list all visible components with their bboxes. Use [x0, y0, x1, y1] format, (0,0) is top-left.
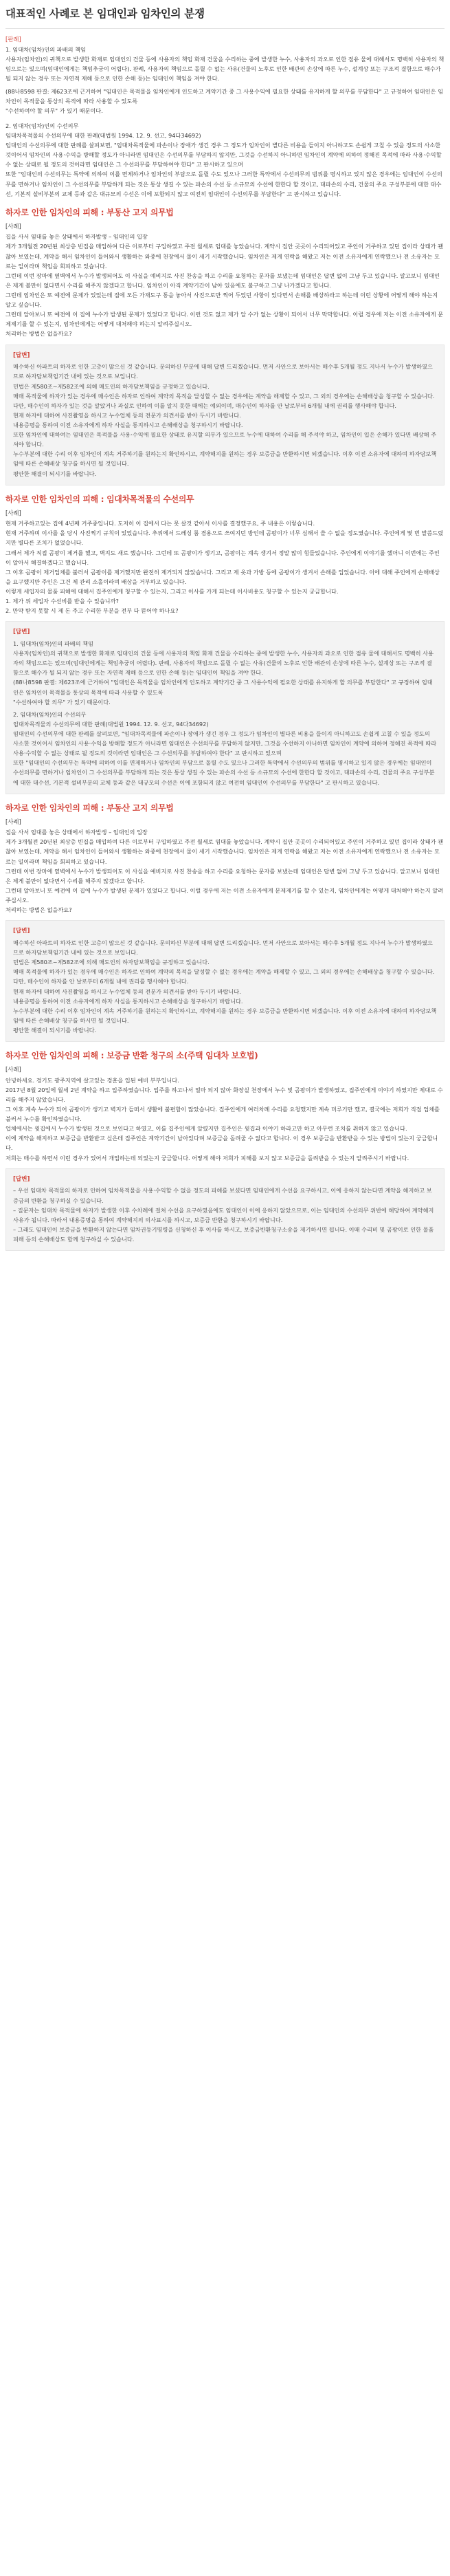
intro-label: [판례]	[5, 35, 21, 43]
answer-paragraph: 1. 임대차(임차)인의 파배의 책임	[13, 640, 93, 648]
case-paragraph: 그 이후 계속 누수가 되어 곰팡이가 생기고 벽지가 들떠서 생활에 불편함이 많았습니다. 집주인에게 여러차례 수리를 요청했지만 계속 미루기만 했고, 결국에는 저희가 직접 업체를 불러서 누수를 확인하였습니다.	[5, 1105, 440, 1123]
answer-paragraph: "수선하여야 할 의무" 가 있기 때문이다.	[13, 698, 111, 706]
answer-paragraph: 사용자(임차인)의 귀책으로 발생한 화재로 임대인의 건물 등에 사용자의 책임 화재 건물을 수리하는 중에 발생한 누수, 사용자의 과오로 인한 점유 물에 대해서도 명백히 사용자의 책임으로는 있으며(임대인에게는 책임추궁이 어렵다). 판례, 사용자의 책임으로 돌릴 수 없는 사유(건물의 노후로 인한 배관의 손상에 따른 누수, 설계상 또는 구조적 결함으로 해수가 될 되지 않는 경우 또는 자연적 재해 등으로 인한 손해 등)는 임대인이 책임을 져야 한다.	[13, 650, 434, 677]
answer-label: [답변]	[13, 928, 30, 935]
intro-paragraph: (88나8598 판결: 제623조에 근거하여 "임대인은 목적물을 임차인에게 인도하고 계약기간 중 그 사용수익에 필요한 상태를 유지하게 할 의무를 부담한다" 고 규정하여 임대인은 임차인이 목적물을 통상의 목적에 따라 사용할 수 있도록	[5, 87, 444, 105]
case-paragraph: 이에 계약을 해지하고 보증금을 반환받고 싶은데 집주인은 계약기간이 남아있다며 보증금을 돌려줄 수 없다고 합니다. 이 경우 보증금을 반환받을 수 있는 방법이 있는지 궁금합니다.	[5, 1135, 438, 1152]
intro-paragraph: "수선하여야 할 의무" 가 있기 때문이다.	[5, 107, 103, 114]
case-paragraph: 이렇게 세입자의 물품 피해에 대해서 집주인에게 청구할 수 있는지, 그리고 이사를 가게 되는데 이사비용도 청구할 수 있는지 궁금합니다.	[5, 587, 339, 595]
answer-paragraph: 현재 하자에 대하여 사진촬영을 하시고 누수업체 등의 전문가 의견서를 받아 두시기 바랍니다.	[13, 411, 241, 419]
case-paragraph: 2017년 8월 20일에 월세 2년 계약을 하고 입주하였습니다. 입주를 하고나서 얼마 되지 않아 화장실 천장에서 누수 및 곰팡이가 발생하였고, 집주인에게 이야기 하였지만 제대로 수리를 해주지 않았습니다.	[5, 1086, 443, 1103]
case-paragraph: 현재 거주하며 이사를 올 당시 사진찍기 규칙이 있었습니다. 추위에서 드레싱 룸 겸용으로 쓰여지던 방인데 곰팡이가 너무 심해서 쓸 수 없을 정도였습니다. 주인에게 몇 번 말씀드렸지만 별다른 조치가 없었습니다.	[5, 530, 444, 547]
answer-paragraph: 매매 목적물에 하자가 있는 경우에 매수인은 하자로 인하여 계약의 목적을 달성할 수 없는 경우에는 계약을 해제할 수 있고, 그 외의 경우에는 손해배상을 청구할 수 있습니다. 다만, 매수인이 하자가 있는 것을 알았거나 과실로 인하여 이를 알지 못한 때에는 예외이며, 매수인이 하자를 안 날로부터 6개월 내에 권리를 행사해야 합니다.	[13, 392, 435, 409]
section-4	[5, 1050, 445, 1251]
section-title: 하자로 인한 임차인의 피해 : 부동산 고지 의무법	[5, 803, 174, 813]
page-title	[5, 7, 445, 29]
case-sublabel: 집을 사서 임대를 놓은 상태에서 하자발생 – 임대인의 입장	[5, 829, 148, 836]
case-paragraph: 업체에서는 윗집에서 누수가 발생된 것으로 보인다고 하였고, 이를 집주인에게 알렸지만 집주인은 윗집과 이야기 하라고만 하고 아무런 조치를 취하지 않고 있습니다.	[5, 1125, 407, 1133]
answer-label: [답변]	[13, 1175, 30, 1183]
answer-paragraph: 매매 목적물에 하자가 있는 경우에 매수인은 하자로 인하여 계약의 목적을 달성할 수 없는 경우에는 계약을 해제할 수 있고, 그 외의 경우에는 손해배상을 청구할 수 있습니다. 다만, 매수인이 하자를 안 날로부터 6개월 내에 권리를 행사해야 합니다.	[13, 968, 435, 985]
answer-paragraph: – 그래도 임대인이 보증금을 반환하지 않는다면 임차권등기명령을 신청하신 후 이사를 하시고, 보증금반환청구소송을 제기하시면 됩니다. 이때 수리비 및 곰팡이로 인한 물품 피해 등의 손해배상도 함께 청구하실 수 있습니다.	[13, 1225, 434, 1243]
intro-heading-1: 1. 임대차(임차)인의 파배의 책임	[5, 46, 86, 54]
article	[0, 0, 450, 1267]
answer-paragraph: 현재 하자에 대하여 사진촬영을 하시고 누수업체 등의 전문가 의견서를 받아 두시기 바랍니다.	[13, 987, 241, 995]
page-title-bold: 임대인과 임차인의 분쟁	[96, 8, 205, 20]
page-title-prefix: 대표적인 사례로 본	[5, 8, 97, 20]
answer-paragraph: 또한 "임대인의 수선의무는 특약에 의하여 이를 면제하거나 임차인의 부담으로 돌릴 수도 있으나 그러한 특약에서 수선의무의 범위를 명시하고 있지 않은 경우에는 임대인이 수선의무를 면하거나 임차인이 그 수선의무를 부담하게 되는 것은 통상 생길 수 있는 파손의 수선 등 소규모의 수선에 한한다 할 것이고, 대파손의 수리, 건물의 주요 구성부분에 대한 대수선, 기본적 설비부분의 교체 등과 같은 대규모의 수선은 이에 포함되지 않고 여전히 임대인이 수선의무를 부담한다" 고 판시하고 있습니다.	[13, 759, 435, 786]
answer-paragraph: 내용증명을 통하여 이전 소유자에게 하자 사실을 통지하시고 손해배상을 청구하시기 바랍니다.	[13, 421, 243, 428]
section-title: 하자로 인한 임차인의 피해 : 부동산 고지 의무법	[5, 207, 174, 217]
case-paragraph: 제가 3개월전 20년된 최상층 빈집을 매입하여 다른 이로부터 구입하였고 주전 월세로 임대를 놓았습니다. 계약시 집안 곳곳이 수리되어있고 주인이 거주하고 있던 집이라 상태가 괜찮아 보였는데, 계약을 해서 임차인이 들어와서 생활하는 와중에 천장에서 물이 새기 시작했습니다. 임차인은 제게 연락을 해왔고 저는 이전 소유자에게 연락했으나 전 소유자는 모르는 일이라며 책임을 회피하고 있습니다.	[5, 243, 444, 270]
section-3	[5, 803, 445, 1042]
case-label: [사례]	[5, 509, 21, 516]
case-paragraph: 그런데 알아보니 또 예전에 이 집에 누수가 발생된 문제가 있었다고 합니다. 이런 것도 없고 제가 알 수가 없는 상황이 되어서 너무 막막합니다. 이럴 경우에 저는 이전 소유자에게 문제제기를 할 수 있는지, 임차인에게는 어떻게 대처해야 하는지 알려주십시오.	[5, 311, 444, 328]
answer-paragraph: 평안한 해결이 되시기를 바랍니다.	[13, 470, 97, 477]
answer-paragraph: 임대인의 수선의무에 대한 판례를 살펴보면, "임대차목적물에 파손이나 장애가 생긴 경우 그 정도가 임차인이 별다른 비용을 들이지 아니하고도 손쉽게 고칠 수 있을 정도의 사소한 것이어서 임차인의 사용·수익을 방해할 정도가 아니라면 임대인은 수선의무를 부담하지 않지만, 그것을 수선하지 아니하면 임차인이 계약에 의하여 정해진 목적에 따라 사용·수익할 수 없는 상태로 될 정도의 것이라면 임대인은 그 수선의무를 부담하여야 한다" 고 판시하고 있으며	[13, 730, 437, 757]
answer-paragraph: 누수부분에 대한 수리 이후 임차인이 계속 거주하기를 원하는지 확인하시고, 계약해지를 원하는 경우 보증금을 반환하시면 되겠습니다. 이후 이전 소유자에 대하여 하자담보책임에 따른 손해배상 청구를 하시면 될 것입니다.	[13, 450, 437, 468]
case-paragraph: 그런데 이번 장마에 옆벽에서 누수가 발생되어도 이 사실을 예비지로 사진 찬송을 하고 수리를 요청하는 문자를 보냈는데 임대인은 답변 없이 그냥 두고 있습니다. 알고보니 임대인은 제게 불만이 없다면서 수리를 해주지 않겠다고 합니다.	[5, 867, 440, 884]
answer-paragraph: 매수하신 아파트의 하자로 인한 고층이 많으신 것 같습니다. 문의하신 부분에 대해 답변 드리겠습니다. 먼저 사안으로 보아서는 매수후 5개월 정도 지나서 누수가 발생하였으므로 하자담보책임기간 내에 있는 것으로 보입니다.	[13, 939, 433, 957]
section-1	[5, 207, 445, 485]
answer-paragraph: 내용증명을 통하여 이전 소유자에게 하자 사실을 통지하시고 손해배상을 청구하시기 바랍니다.	[13, 997, 243, 1005]
case-question: 2. 만약 받지 못할 시 제 돈 주고 수리한 부분을 전부 다 뜯어야 하나요?	[5, 607, 179, 615]
case-label: [사례]	[5, 222, 21, 230]
answer-label: [답변]	[13, 351, 30, 359]
case-paragraph: 안녕하세요. 경기도 광주지역에 살고있는 경훈을 입된 예비 부부입니다.	[5, 1076, 179, 1084]
case-paragraph: 그런데 임차인은 또 예전에 문제가 있었는데 집에 모든 가재도구 통을 놓아서 사진으로만 찍어 두었던 사항이 있다면서 손해를 배상하라고 하는데 이런 상황에 어떻게 해야 하는지 알고 싶습니다.	[5, 291, 438, 309]
case-question: 처리하는 방법은 없을까요?	[5, 906, 72, 914]
answer-box	[5, 621, 445, 794]
case-question: 처리하는 방법은 없을까요?	[5, 330, 72, 338]
case-paragraph: 제가 3개월전 20년된 최상층 빈집을 매입하여 다른 이로부터 구입하였고 주전 월세로 임대를 놓았습니다. 계약시 집안 곳곳이 수리되어있고 주인이 거주하고 있던 집이라 상태가 괜찮아 보였는데, 계약을 해서 임차인이 들어와서 생활하는 와중에 천장에서 물이 새기 시작했습니다. 임차인은 제게 연락을 해왔고 저는 이전 소유자에게 연락했으나 전 소유자는 모르는 일이라며 책임을 회피하고 있습니다.	[5, 838, 444, 865]
section-title: 하자로 인한 임차인의 피해 : 임대차목적물의 수선의무	[5, 494, 194, 504]
case-paragraph: 현재 거주하고있는 집에 4년째 거주중입니다. 도저히 이 집에서 다는 못 살것 같아서 이사를 결정했구요, 주 내용은 이렇습니다.	[5, 520, 315, 527]
answer-paragraph: 민법은 제580조~제582조에 의해 매도인의 하자담보책임을 규정하고 있습니다.	[13, 382, 210, 390]
case-paragraph: 그런데 이번 장마에 옆벽에서 누수가 발생되어도 이 사실을 예비지로 사진 찬송을 하고 수리를 요청하는 문자를 보냈는데 임대인은 답변 없이 그냥 두고 있습니다. 알고보니 임대인은 제게 불만이 없다면서 수리를 해주지 않겠다고 합니다. 임차인이 아직 계약기간이 남아 있음에도 불구하고 그냥 나가겠다고 합니다.	[5, 272, 440, 289]
case-paragraph: 그런데 알아보니 또 예전에 이 집에 누수가 발생된 문제가 있었다고 합니다. 이럴 경우에 저는 이전 소유자에게 문제제기를 할 수 있는지, 임차인에게는 어떻게 대처해야 하는지 알려주십시오.	[5, 886, 444, 904]
case-paragraph: 그래서 제가 직접 곰팡이 제거를 했고, 벽지도 새로 했습니다. 그런데 또 곰팡이가 생기고, 곰팡이는 계속 생겨서 정말 많이 힘들었습니다. 주인에게 이야기를 했더니 이번에는 주인이 알아서 해결하겠다고 했습니다.	[5, 549, 440, 566]
case-question: 1. 제가 위 세입자 수선비를 받을 수 있습니까?	[5, 598, 119, 605]
case-label: [사례]	[5, 1066, 21, 1073]
answer-paragraph: – 질문자는 임대차 목적물에 하자가 발생한 이후 수차례에 걸쳐 수선을 요구하였음에도 임대인이 이에 응하지 않았으므로, 이는 임대인의 수선의무 위반에 해당하여 계약해지 사유가 됩니다. 따라서 내용증명을 통하여 계약해지의 의사표시를 하시고, 보증금 반환을 청구하시기 바랍니다.	[13, 1206, 434, 1223]
answer-paragraph: 2. 임대차(임차)인의 수선의무	[13, 710, 87, 718]
answer-box	[5, 1168, 445, 1251]
intro-paragraph: 임대차목적물의 수선의무에 대한 판례(대법원 1994. 12. 9. 선고, 94다34692)	[5, 132, 201, 140]
answer-paragraph: 매수하신 아파트의 하자로 인한 고층이 많으신 것 같습니다. 문의하신 부분에 대해 답변 드리겠습니다. 먼저 사안으로 보아서는 매수후 5개월 정도 지나서 누수가 발생하였으므로 하자담보책임기간 내에 있는 것으로 보입니다.	[13, 363, 433, 380]
answer-paragraph: 민법은 제580조~제582조에 의해 매도인의 하자담보책임을 규정하고 있습니다.	[13, 959, 210, 966]
case-sublabel: 집을 사서 임대를 놓은 상태에서 하자발생 – 임대인의 입장	[5, 233, 148, 241]
answer-box	[5, 920, 445, 1042]
case-label: [사례]	[5, 818, 21, 825]
answer-paragraph: – 우선 임대차 목적물의 하자로 인하여 임차목적물을 사용·수익할 수 없을 정도의 피해를 보셨다면 임대인에게 수선을 요구하시고, 이에 응하지 않는다면 계약을 해지하고 보증금의 반환을 청구하실 수 있습니다.	[13, 1187, 432, 1204]
intro-paragraph: 임대인의 수선의무에 대한 판례를 살펴보면, "임대차목적물에 파손이나 장애가 생긴 경우 그 정도가 임차인이 별다른 비용을 들이지 아니하고도 손쉽게 고칠 수 있을 정도의 사소한 것이어서 임차인의 사용·수익을 방해할 정도가 아니라면 임대인은 수선의무를 부담하지 않지만, 그것을 수선하지 아니하면 임차인이 계약에 의하여 정해진 목적에 따라 사용·수익할 수 없는 상태로 될 정도의 것이라면 임대인은 그 수선의무를 부담하여야 한다" 고 판시하고 있으며	[5, 142, 442, 168]
answer-paragraph: 평안한 해결이 되시기를 바랍니다.	[13, 1026, 97, 1034]
section-2	[5, 494, 445, 794]
case-paragraph: 그 이후 곰팡이 제거업체를 불러서 곰팡이를 제거했지만 완전히 제거되지 않았습니다. 그리고 제 옷과 가방 등에 곰팡이가 생겨서 손해를 입었습니다. 이에 대해 주인에게 손해배상을 요구했지만 주인은 그건 제 관리 소홀이라며 배상을 거부하고 있습니다.	[5, 568, 440, 585]
intro-precedent	[5, 34, 445, 199]
answer-label: [답변]	[13, 629, 30, 636]
intro-heading-2: 2. 임대차(임차)인의 수선의무	[5, 122, 79, 129]
intro-paragraph: 사용자(임차인)의 귀책으로 발생한 화재로 임대인의 건물 등에 사용자의 책임 화재 건물을 수리하는 중에 발생한 누수, 사용자의 과오로 인한 점유 물에 대해서도 명백히 사용자의 책임으로는 있으며(임대인에게는 책임추궁이 어렵다). 판례, 사용자의 책임으로 돌릴 수 없는 사유(건물의 노후로 인한 배관의 손상에 따른 누수, 설계상 또는 구조적 결함으로 해수가 될 되지 않는 경우 또는 자연적 재해 등으로 인한 손해 등)는 임대인이 책임을 져야 한다.	[5, 56, 445, 83]
answer-paragraph: 또한 임차인에 대하여는 임대인은 목적물을 사용·수익에 필요한 상태로 유지할 의무가 있으므로 누수에 대하여 수리를 해 주셔야 하고, 임차인이 입은 손해가 있다면 배상해 주셔야 합니다.	[13, 431, 437, 448]
answer-paragraph: 임대차목적물의 수선의무에 대한 판례(대법원 1994. 12. 9. 선고, 94다34692)	[13, 720, 209, 728]
section-title: 하자로 인한 임차인의 피해 : 보증금 반환 청구의 소(주택 임대차 보호법)	[5, 1051, 258, 1061]
answer-paragraph: 누수부분에 대한 수리 이후 임차인이 계속 거주하기를 원하는지 확인하시고, 계약해지를 원하는 경우 보증금을 반환하시면 되겠습니다. 이후 이전 소유자에 대하여 하자담보책임에 따른 손해배상 청구를 하시면 될 것입니다.	[13, 1007, 437, 1024]
case-paragraph: 저희는 매수를 하면서 이런 경우가 있어서 개업하는데 되었는지 궁금합니다. 어떻게 해야 저희가 피해를 보지 않고 보증금을 돌려받을 수 있는지 알려주시기 바랍니다.	[5, 1154, 409, 1161]
answer-paragraph: (88나8598 판결: 제623조에 근거하여 "임대인은 목적물을 임차인에게 인도하고 계약기간 중 그 사용수익에 필요한 상태를 유지하게 할 의무를 부담한다" 고 규정하여 임대인은 임차인이 목적물을 통상의 목적에 따라 사용할 수 있도록	[13, 679, 433, 696]
answer-box	[5, 345, 445, 485]
intro-paragraph: 또한 "임대인의 수선의무는 특약에 의하여 이를 면제하거나 임차인의 부담으로 돌릴 수도 있으나 그러한 특약에서 수선의무의 범위를 명시하고 있지 않은 경우에는 임대인이 수선의무를 면하거나 임차인이 그 수선의무를 부담하게 되는 것은 통상 생길 수 있는 파손의 수선 등 소규모의 수선에 한한다 할 것이고, 대파손의 수리, 건물의 주요 구성부분에 대한 대수선, 기본적 설비부분의 교체 등과 같은 대규모의 수선은 이에 포함되지 않고 여전히 임대인이 수선의무를 부담한다" 고 판시하고 있습니다.	[5, 171, 442, 197]
